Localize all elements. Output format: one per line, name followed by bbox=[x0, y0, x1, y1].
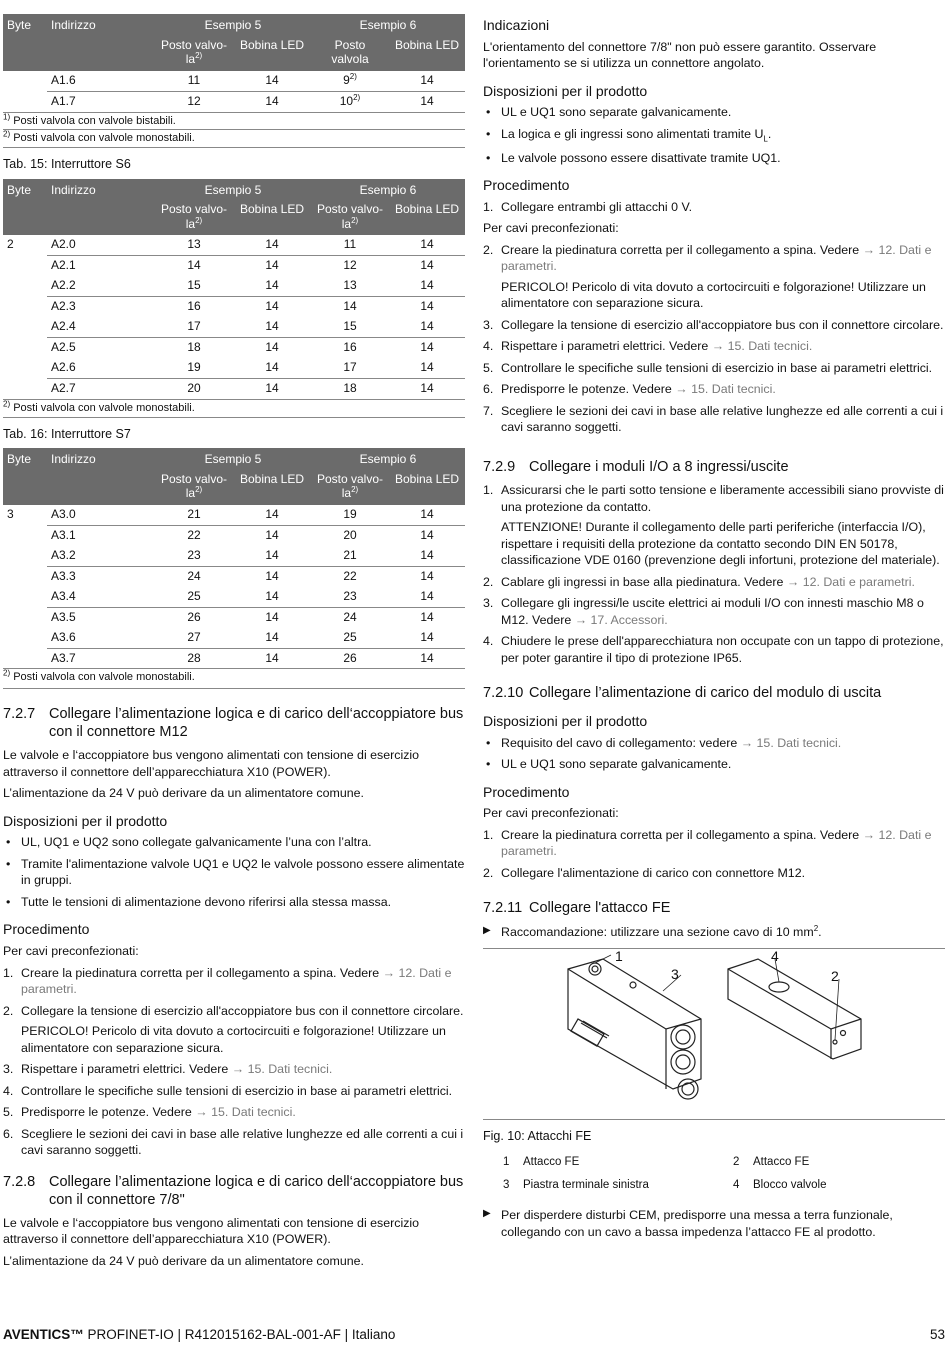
bullet-list bbox=[483, 104, 945, 166]
th-indirizzo: Indirizzo bbox=[47, 14, 155, 36]
th-posto-valvola: Posto valvo- $la^{2)}$ bbox=[311, 200, 389, 235]
subheading: Procedimento bbox=[3, 921, 90, 938]
list-item: • Tramite l'alimentazione valvole UQ1 e UQ2 le valvole possono essere alimentate in gruppi. bbox=[3, 856, 465, 889]
list-item: 2. Collegare l'alimentazione di carico con connettore M12. bbox=[483, 865, 806, 880]
th-esempio6: Esempio 6 bbox=[311, 448, 465, 470]
table-row: A2.7 20 14 18 14 bbox=[51, 380, 434, 395]
table-row: A1.7 12 14 10$^{2)}$ 14 bbox=[51, 92, 434, 108]
list-item: • UL e UQ1 sono separate galvanicamente. bbox=[483, 104, 945, 121]
subheading: Procedimento bbox=[483, 783, 570, 800]
th-byte: Byte bbox=[3, 179, 47, 201]
list-item: 4. Controllare le specifiche sulle tensioni di esercizio in base ai parametri elettrici. bbox=[3, 1083, 453, 1098]
cross-reference-link[interactable]: → 12. Dati e parametri. bbox=[501, 827, 932, 859]
section-heading-7-2-11: 7.2.11 Collegare l'attacco FE bbox=[483, 900, 671, 917]
th-esempio6: Esempio 6 bbox=[311, 179, 465, 201]
th-byte: Byte bbox=[3, 448, 47, 470]
paragraph: Le valvole e l‘accoppiatore bus vengono alimentati con tensione di esercizio attraverso il connettore dell’apparecchiatura X10 (POWER). bbox=[3, 748, 420, 779]
list-item: 1. Creare la piedinatura corretta per il collegamento a spina. Vedere → 12. Dati e parametri. bbox=[483, 827, 932, 859]
table-row: A1.6 11 14 9$^{2)}$ 14 bbox=[3, 71, 465, 91]
th-indirizzo: Indirizzo bbox=[47, 448, 155, 470]
section-heading-7-2-7: 7.2.7 Collegare l’alimentazione logica e di carico dell‘accoppiatore bus con il connettore M12 bbox=[3, 706, 464, 741]
list-item: 5. Predisporre le potenze. Vedere → 15. Dati tecnici. bbox=[3, 1105, 296, 1120]
footer-doc-info: AVENTICS™ PROFINET-IO | R412015162-BAL-001-AF | Italiano bbox=[3, 1327, 396, 1342]
th-posto-valvola: Posto valvo- $la^{2)}$ bbox=[311, 470, 389, 505]
list-item: 2. Cablare gli ingressi in base alla piedinatura. Vedere → 12. Dati e parametri. bbox=[483, 574, 915, 589]
steps-list bbox=[483, 827, 945, 882]
table-footnote: $^{2)}$ Posti valvola con valvole monostabili. bbox=[3, 668, 465, 686]
fe-connections-illustration bbox=[483, 949, 945, 1119]
paragraph: L’alimentazione da 24 V può derivare da un alimentatore comune. bbox=[3, 1253, 364, 1268]
page-footer bbox=[3, 1326, 945, 1344]
th-indirizzo: Indirizzo bbox=[47, 179, 155, 201]
left-column bbox=[3, 14, 465, 1274]
table-row: A3.4 25 14 23 14 bbox=[3, 587, 465, 607]
cross-reference-link[interactable]: → 15. Dati tecnici. bbox=[711, 339, 813, 354]
figure-legend: 1 Attacco FE 2 Attacco FE 3 Piastra terminale sinistra 4 Blocco valvole bbox=[503, 1155, 827, 1191]
table-s7 bbox=[3, 448, 465, 668]
list-item: 1. Creare la piedinatura corretta per il collegamento a spina. Vedere → 12. Dati e parametri. bbox=[3, 965, 452, 997]
subheading: Disposizioni per il prodotto bbox=[3, 812, 168, 829]
list-item: 6. Predisporre le potenze. Vedere → 15. Dati tecnici. bbox=[483, 382, 776, 397]
fig-label-1: 1 bbox=[615, 949, 623, 965]
list-item: 7. Scegliere le sezioni dei cavi in base alle relative lunghezze ed alle correnti a cui i cavi saranno soggetti. bbox=[483, 403, 944, 435]
warning-text: ATTENZIONE! Durante il collegamento delle parti periferiche (interfaccia I/O), rispettare i requisiti della protezione da contatto secondo DIN EN 50178, classificazione VDE 0160 (prevenzione degli infortuni, protezione del materiale). bbox=[501, 520, 940, 568]
th-esempio5: Esempio 5 bbox=[155, 179, 311, 201]
list-item: 4. Rispettare i parametri elettrici. Vedere → 15. Dati tecnici. bbox=[483, 339, 813, 354]
table-row: A3.3 24 14 22 14 bbox=[51, 568, 434, 583]
cross-reference-link[interactable]: → 15. Dati tecnici. bbox=[675, 382, 776, 397]
list-item: 6. Scegliere le sezioni dei cavi in base alle relative lunghezze ed alle correnti a cui i cavi saranno soggetti. bbox=[3, 1126, 464, 1158]
table-top bbox=[3, 14, 465, 112]
list-item: 1. Assicurarsi che le parti sotto tensione e liberamente accessibili siano provviste di una protezione da contatto. ATTENZIONE! Durante il collegamento delle parti periferiche (interfaccia I/O), rispettare i requisiti della protezione da contatto secondo DIN EN 50178, classificazione VDE 0160 (prevenzione degli infortuni, protezione del materiale). bbox=[483, 483, 944, 568]
th-bobina-led: Bobina LED bbox=[389, 36, 465, 71]
steps-list bbox=[483, 242, 945, 436]
table-row: A2.3 16 14 14 14 bbox=[51, 299, 434, 314]
table-row: A2.5 18 14 16 14 bbox=[51, 340, 434, 355]
list-item: • UL, UQ1 e UQ2 sono collegate galvanicamente l’una con l’altra. bbox=[3, 834, 465, 851]
cross-reference-link[interactable]: → 15. Dati tecnici. bbox=[740, 735, 842, 750]
table-caption: Tab. 16: Interruttore S7 bbox=[3, 426, 131, 441]
list-item: 3. Collegare la tensione di esercizio all'accoppiatore bus con il connettore circolare. bbox=[483, 317, 944, 332]
instruction: ▶ Per disperdere disturbi CEM, predisporre una messa a terra funzionale, collegando con un cavo a bassa impedenza l’attacco FE al prodotto. bbox=[483, 1207, 945, 1240]
steps-list bbox=[483, 199, 945, 216]
table-row: A3.1 22 14 20 14 bbox=[51, 527, 434, 542]
list-item: 3. Collegare gli ingressi/le uscite elettrici ai moduli I/O con innesti maschio M8 o M12. Vedere → 17. Accessori. bbox=[483, 596, 924, 627]
list-item: • La logica e gli ingressi sono alimentati tramite $U_L$. bbox=[483, 126, 945, 145]
section-heading-7-2-9: 7.2.9 Collegare i moduli I/O a 8 ingressi/uscite bbox=[483, 458, 789, 475]
table-footnote: $^{2)}$ Posti valvola con valvole monostabili. bbox=[3, 399, 465, 418]
list-item: 5. Controllare le specifiche sulle tensioni di esercizio in base ai parametri elettrici. bbox=[483, 360, 933, 375]
subheading: Disposizioni per il prodotto bbox=[483, 82, 648, 99]
table-row: A3.2 23 14 21 14 bbox=[3, 546, 465, 566]
recommendation: ▶ Raccomandazione: utilizzare una sezione cavo di 10 $mm^2$. bbox=[483, 924, 945, 941]
table-row: A3.6 27 14 25 14 bbox=[3, 628, 465, 648]
table-row: 3 A3.0 21 14 19 14 bbox=[3, 505, 465, 525]
th-esempio5: Esempio 5 bbox=[155, 448, 311, 470]
section-heading-7-2-10: 7.2.10 Collegare l’alimentazione di carico del modulo di uscita bbox=[483, 685, 882, 702]
th-posto-valvola: Posto valvo- $la^{2)}$ bbox=[155, 470, 233, 505]
figure-caption: Fig. 10: Attacchi FE bbox=[483, 1129, 592, 1144]
list-item: • Tutte le tensioni di alimentazione devono riferirsi alla stessa massa. bbox=[3, 894, 465, 911]
th-esempio5: Esempio 5 bbox=[155, 14, 311, 36]
cross-reference-link[interactable]: → 12. Dati e parametri. bbox=[786, 574, 915, 589]
table-row: A2.6 19 14 17 14 bbox=[3, 358, 465, 378]
table-row: A2.2 15 14 13 14 bbox=[3, 276, 465, 296]
table-footnote: $^{1)}$ Posti valvola con valvole bistabili. bbox=[3, 112, 465, 131]
list-item: • Requisito del cavo di collegamento: vedere → 15. Dati tecnici. bbox=[483, 735, 945, 752]
cross-reference-link[interactable]: → 12. Dati e parametri. bbox=[21, 965, 452, 997]
table-row: A3.5 26 14 24 14 bbox=[51, 609, 434, 624]
paragraph: Le valvole e l‘accoppiatore bus vengono alimentati con tensione di esercizio attraverso il connettore dell’apparecchiatura X10 (POWER). bbox=[3, 1215, 420, 1247]
th-byte: Byte bbox=[3, 14, 47, 36]
cross-reference-link[interactable]: → 12. Dati e parametri. bbox=[501, 242, 932, 274]
table-row: A2.1 14 14 12 14 bbox=[51, 258, 434, 273]
subheading: Procedimento bbox=[483, 177, 570, 194]
th-bobina-led: Bobina LED bbox=[389, 470, 465, 505]
th-bobina-led: Bobina LED bbox=[389, 200, 465, 235]
warning-text: PERICOLO! Pericolo di vita dovuto a cortocircuiti e folgorazione! Utilizzare un alimentatore con separazione sicura. bbox=[501, 279, 926, 311]
fig-label-2: 2 bbox=[831, 968, 839, 985]
list-item: • UL e UQ1 sono separate galvanicamente. bbox=[483, 756, 945, 773]
list-item: 1. Collegare entrambi gli attacchi 0 V. bbox=[483, 199, 693, 214]
list-item: 2. Creare la piedinatura corretta per il collegamento a spina. Vedere → 12. Dati e parametri. PERICOLO! Pericolo di vita dovuto a cortocircuiti e folgorazione! Utilizzare un alimentatore con separazione sicura. bbox=[483, 242, 945, 312]
table-s6 bbox=[3, 179, 465, 399]
steps-list bbox=[3, 965, 465, 1159]
th-posto-valvola: Posto valvola bbox=[311, 36, 389, 71]
paragraph: Per cavi preconfezionati: bbox=[3, 944, 139, 959]
page-number: 53 bbox=[929, 1327, 945, 1342]
subheading: Disposizioni per il prodotto bbox=[483, 713, 648, 730]
figure-fe-connections bbox=[483, 948, 945, 1120]
list-item: 4. Chiudere le prese dell'apparecchiatura non occupate con un tappo di protezione, per poter garantire il tipo di protezione IP65. bbox=[483, 634, 944, 665]
fig-label-4: 4 bbox=[771, 949, 779, 965]
table-row: 2 A2.0 13 14 11 14 bbox=[3, 235, 465, 255]
th-bobina-led: Bobina LED bbox=[233, 36, 311, 71]
cross-reference-link[interactable]: → 17. Accessori. bbox=[574, 612, 668, 627]
section-heading-7-2-8: 7.2.8 Collegare l’alimentazione logica e di carico dell‘accoppiatore bus con il connettore 7/8" bbox=[3, 1173, 464, 1208]
list-item: 3. Rispettare i parametri elettrici. Vedere → 15. Dati tecnici. bbox=[3, 1062, 333, 1077]
paragraph: Per cavi preconfezionati: bbox=[483, 806, 619, 821]
steps-list bbox=[483, 482, 945, 666]
th-posto-valvola: Posto valvo- $la^{2)}$ bbox=[155, 200, 233, 235]
subheading: Indicazioni bbox=[483, 17, 550, 33]
list-item: 2. Collegare la tensione di esercizio all'accoppiatore bus con il connettore circolare. PERICOLO! Pericolo di vita dovuto a cortocircuiti e folgorazione! Utilizzare un alimentatore con separazione sicura. bbox=[3, 1003, 464, 1055]
bullet-list bbox=[483, 735, 945, 773]
paragraph: L'orientamento del connettore 7/8" non può essere garantito. Osservare l'orientamento se si utilizza un connettore angolato. bbox=[483, 39, 877, 71]
th-esempio6: Esempio 6 bbox=[311, 14, 465, 36]
bullet-list bbox=[3, 834, 465, 910]
table-row: A2.4 17 14 15 14 bbox=[3, 317, 465, 337]
right-column bbox=[483, 14, 945, 1246]
warning-text: PERICOLO! Pericolo di vita dovuto a cortocircuiti e folgorazione! Utilizzare un alimentatore con separazione sicura. bbox=[21, 1024, 446, 1055]
table-footnote: $^{2)}$ Posti valvola con valvole monostabili. bbox=[3, 130, 465, 148]
th-bobina-led: Bobina LED bbox=[233, 200, 311, 235]
th-bobina-led: Bobina LED bbox=[233, 470, 311, 505]
cross-reference-link[interactable]: → 15. Dati tecnici. bbox=[195, 1105, 296, 1120]
list-item: • Le valvole possono essere disattivate tramite UQ1. bbox=[483, 150, 945, 167]
table-row: A3.7 28 14 26 14 bbox=[51, 650, 434, 665]
cross-reference-link[interactable]: → 15. Dati tecnici. bbox=[231, 1062, 333, 1077]
paragraph: Per cavi preconfezionati: bbox=[483, 221, 619, 236]
th-posto-valvola: Posto valvo- $la^{2)}$ bbox=[155, 36, 233, 71]
fig-label-3: 3 bbox=[671, 966, 679, 983]
paragraph: L’alimentazione da 24 V può derivare da un alimentatore comune. bbox=[3, 786, 364, 801]
table-caption: Tab. 15: Interruttore S6 bbox=[3, 156, 131, 171]
